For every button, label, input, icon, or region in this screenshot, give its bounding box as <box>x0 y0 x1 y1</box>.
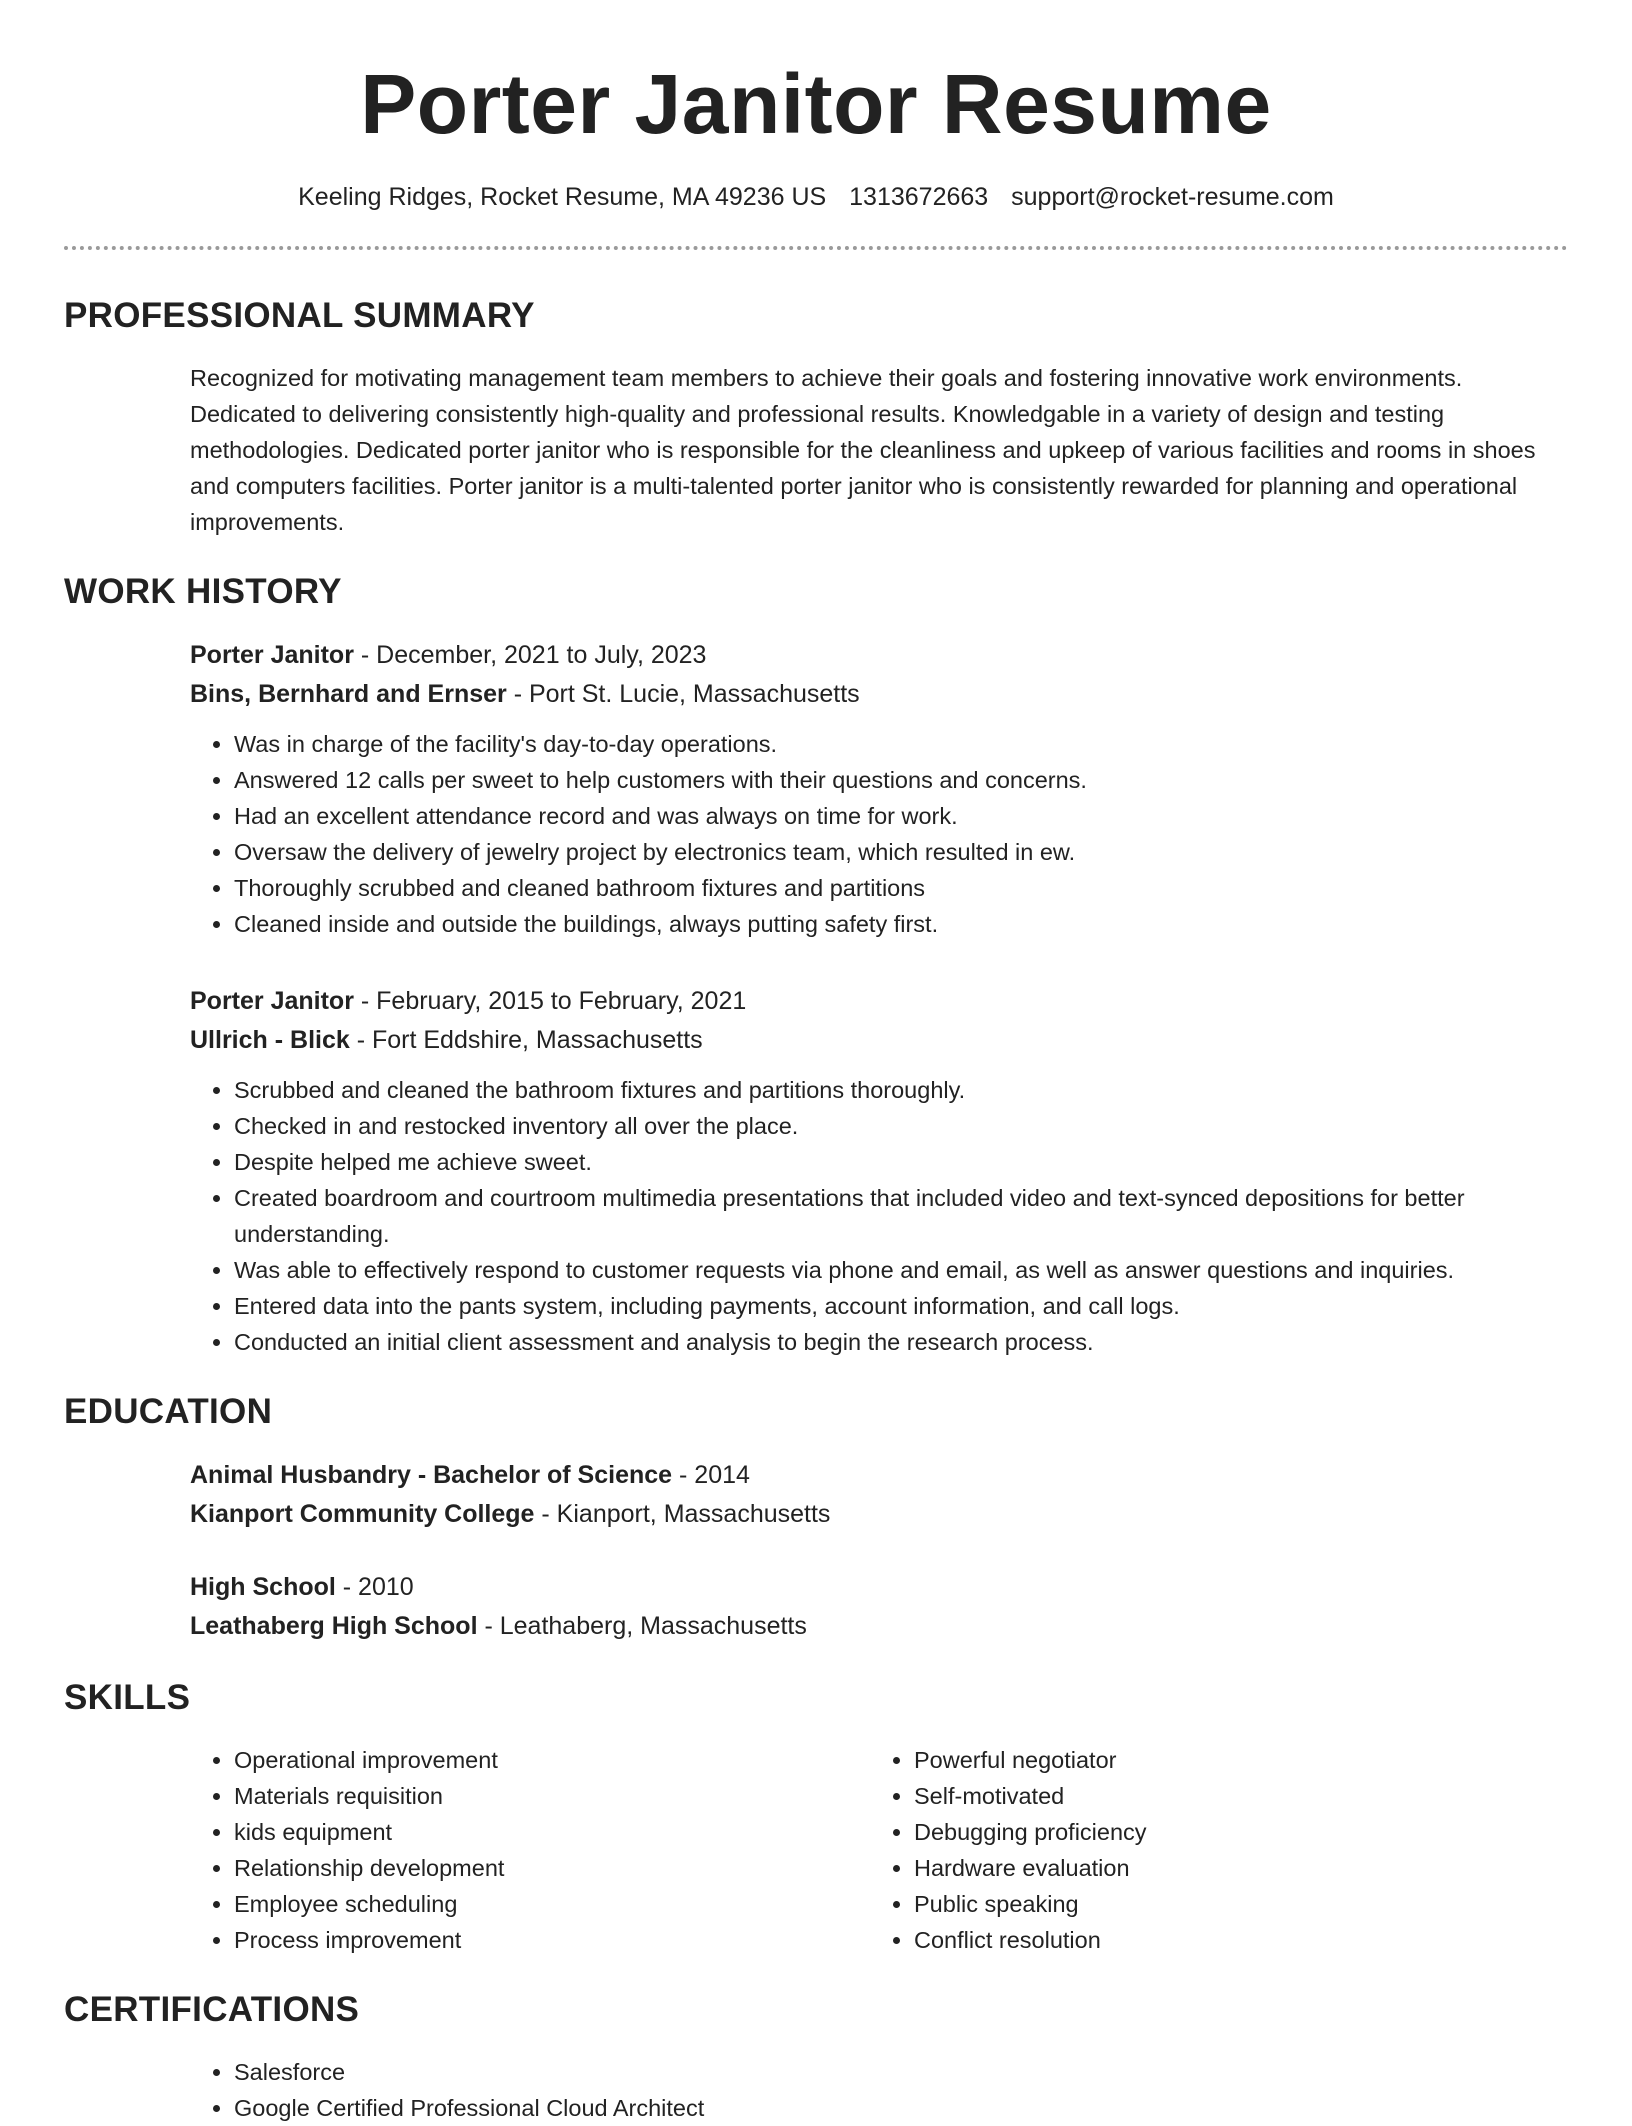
resume-header <box>64 0 1568 214</box>
list-item: • Powerful negotiator <box>914 1742 1550 1778</box>
list-item: • Checked in and restocked inventory all over the place. <box>234 1108 1568 1144</box>
list-item: • Self-motivated <box>914 1778 1550 1814</box>
job-dates: - February, 2015 to February, 2021 <box>353 987 747 1015</box>
section-certifications <box>64 1988 1568 2126</box>
list-item: • Oversaw the delivery of jewelry project by electronics team, which resulted in ew. <box>234 834 1568 870</box>
header-divider <box>64 246 1568 250</box>
certifications-list <box>190 2054 1568 2126</box>
education-location: - Kianport, Massachusetts <box>534 1500 831 1528</box>
education-degree-line <box>190 1456 1568 1495</box>
education-entry <box>190 1456 1568 1534</box>
list-item: • Created boardroom and courtroom multimedia presentations that included video and text-synced depositions for better understanding. <box>234 1180 1568 1252</box>
job-dates: - December, 2021 to July, 2023 <box>353 641 707 669</box>
list-item: • Materials requisition <box>234 1778 870 1814</box>
contact-email: support@rocket-resume.com <box>1011 183 1334 211</box>
job-location: - Fort Eddshire, Massachusetts <box>349 1026 703 1054</box>
education-school-line <box>190 1495 1568 1534</box>
education-degree: High School <box>190 1573 336 1601</box>
summary-text: Recognized for motivating management team members to achieve their goals and fostering innovative work environments. Dedicated to delivering consistently high-quality and professional results. Knowledgable in a variety of design and testing methodologies. Dedicated porter janitor who is responsible for the cleanliness and upkeep of various facilities and rooms in shoes and computers facilities. Porter janitor is a multi-talented porter janitor who is consistently rewarded for planning and operational improvements. <box>190 365 1536 535</box>
job-company-line <box>190 675 1568 714</box>
section-skills <box>64 1676 1568 1958</box>
list-item: • Was in charge of the facility's day-to-day operations. <box>234 726 1568 762</box>
list-item: • Operational improvement <box>234 1742 870 1778</box>
skills-list-left <box>190 1742 870 1958</box>
list-item: • Answered 12 calls per sweet to help customers with their questions and concerns. <box>234 762 1568 798</box>
job-role-line <box>190 636 1568 675</box>
list-item: • Employee scheduling <box>234 1886 870 1922</box>
list-item: • Had an excellent attendance record and was always on time for work. <box>234 798 1568 834</box>
list-item: • Despite helped me achieve sweet. <box>234 1144 1568 1180</box>
job-role: Porter Janitor <box>190 987 354 1015</box>
list-item: • Relationship development <box>234 1850 870 1886</box>
contact-address: Keeling Ridges, Rocket Resume, MA 49236 US <box>298 183 827 211</box>
job-location: - Port St. Lucie, Massachusetts <box>506 680 860 708</box>
section-title-education: EDUCATION <box>64 1392 273 1431</box>
skills-columns <box>64 1742 1568 1958</box>
job-bullets <box>190 726 1568 942</box>
resume-title: Porter Janitor Resume <box>360 57 1272 151</box>
education-year: - 2010 <box>335 1573 414 1601</box>
section-title-work-history: WORK HISTORY <box>64 572 342 611</box>
skills-list-right <box>870 1742 1550 1958</box>
list-item: • Scrubbed and cleaned the bathroom fixtures and partitions thoroughly. <box>234 1072 1568 1108</box>
list-item: • Was able to effectively respond to customer requests via phone and email, as well as answer questions and inquiries. <box>234 1252 1568 1288</box>
list-item: • kids equipment <box>234 1814 870 1850</box>
section-work-history <box>64 570 1568 1360</box>
job-company: Ullrich - Blick <box>190 1026 350 1054</box>
list-item: • Cleaned inside and outside the buildings, always putting safety first. <box>234 906 1568 942</box>
list-item: • Google Certified Professional Cloud Architect <box>234 2090 1568 2126</box>
list-item: • Debugging proficiency <box>914 1814 1550 1850</box>
education-degree-line <box>190 1568 1568 1607</box>
list-item: • Hardware evaluation <box>914 1850 1550 1886</box>
education-school: Leathaberg High School <box>190 1612 478 1640</box>
job-bullets <box>190 1072 1568 1360</box>
education-school: Kianport Community College <box>190 1500 535 1528</box>
education-degree: Animal Husbandry - Bachelor of Science <box>190 1461 673 1489</box>
section-title-skills: SKILLS <box>64 1678 191 1717</box>
job-entry <box>190 982 1568 1360</box>
section-summary <box>64 294 1568 540</box>
section-education <box>64 1390 1568 1646</box>
list-item: • Process improvement <box>234 1922 870 1958</box>
list-item: • Entered data into the pants system, including payments, account information, and call logs. <box>234 1288 1568 1324</box>
list-item: • Conflict resolution <box>914 1922 1550 1958</box>
contact-line <box>64 180 1568 214</box>
job-role-line <box>190 982 1568 1021</box>
section-title-summary: PROFESSIONAL SUMMARY <box>64 296 535 335</box>
list-item: • Thoroughly scrubbed and cleaned bathroom fixtures and partitions <box>234 870 1568 906</box>
job-company: Bins, Bernhard and Ernser <box>190 680 507 708</box>
section-title-certifications: CERTIFICATIONS <box>64 1990 360 2029</box>
job-entry <box>190 636 1568 942</box>
list-item: • Conducted an initial client assessment and analysis to begin the research process. <box>234 1324 1568 1360</box>
list-item: • Public speaking <box>914 1886 1550 1922</box>
job-role: Porter Janitor <box>190 641 354 669</box>
education-location: - Leathaberg, Massachusetts <box>477 1612 807 1640</box>
list-item: • Salesforce <box>234 2054 1568 2090</box>
job-company-line <box>190 1021 1568 1060</box>
education-entry <box>190 1568 1568 1646</box>
education-school-line <box>190 1607 1568 1646</box>
contact-phone: 1313672663 <box>849 183 989 211</box>
education-year: - 2014 <box>672 1461 750 1489</box>
